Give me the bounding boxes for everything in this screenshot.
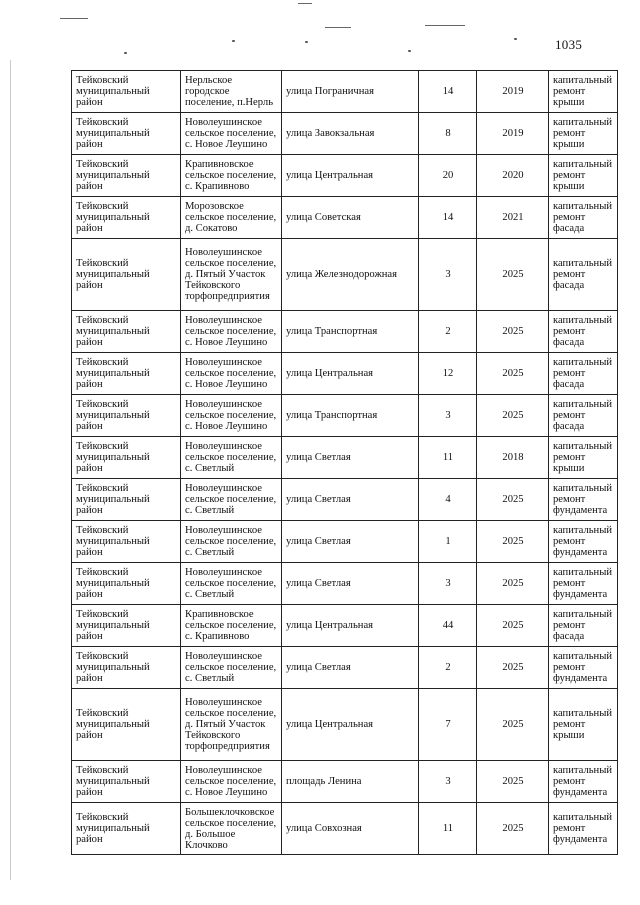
house-number-cell: 3 [419,563,477,605]
district-cell: Тейковский муниципальный район [72,647,181,689]
settlement-cell: Новолеушинское сельское поселение, с. Новое Леушино [181,113,282,155]
district-cell: Тейковский муниципальный район [72,197,181,239]
district-cell: Тейковский муниципальный район [72,239,181,311]
house-number-cell: 3 [419,395,477,437]
house-number-cell: 11 [419,437,477,479]
house-number-cell: 7 [419,689,477,761]
year-cell: 2025 [477,689,549,761]
settlement-cell: Новолеушинское сельское поселение, с. Светлый [181,563,282,605]
work-type-cell: капитальный ремонт фундамента [549,647,618,689]
street-cell: улица Центральная [282,155,419,197]
settlement-cell: Новолеушинское сельское поселение, с. Светлый [181,521,282,563]
scan-edge-shadow [10,60,11,880]
work-type-cell: капитальный ремонт фундамента [549,521,618,563]
settlement-cell: Крапивновское сельское поселение, с. Крапивново [181,155,282,197]
scan-artifact-dot [305,41,308,43]
house-number-cell: 2 [419,311,477,353]
settlement-cell: Морозовское сельское поселение, д. Сокатово [181,197,282,239]
settlement-cell: Новолеушинское сельское поселение, с. Новое Леушино [181,353,282,395]
settlement-cell: Большеклочковское сельское поселение, д. Большое Клочково [181,803,282,855]
year-cell: 2025 [477,353,549,395]
work-type-cell: капитальный ремонт фундамента [549,803,618,855]
scan-artifact-dot [514,38,517,40]
street-cell: улица Центральная [282,689,419,761]
table-row [72,521,618,563]
year-cell: 2025 [477,479,549,521]
work-type-cell: капитальный ремонт фасада [549,395,618,437]
street-cell: улица Светлая [282,647,419,689]
house-number-cell: 2 [419,647,477,689]
work-type-cell: капитальный ремонт фасада [549,353,618,395]
district-cell: Тейковский муниципальный район [72,479,181,521]
work-type-cell: капитальный ремонт крыши [549,155,618,197]
scan-artifact-dot [124,52,127,54]
settlement-cell: Новолеушинское сельское поселение, с. Новое Леушино [181,761,282,803]
settlement-cell: Новолеушинское сельское поселение, с. Светлый [181,647,282,689]
table-body [72,71,618,855]
work-type-cell: капитальный ремонт крыши [549,71,618,113]
year-cell: 2020 [477,155,549,197]
year-cell: 2025 [477,311,549,353]
street-cell: улица Центральная [282,605,419,647]
work-type-cell: капитальный ремонт фундамента [549,479,618,521]
scan-artifact-dot [408,50,411,52]
house-number-cell: 14 [419,71,477,113]
year-cell: 2019 [477,113,549,155]
settlement-cell: Новолеушинское сельское поселение, д. Пятый Участок Тейковского торфопредприятия [181,689,282,761]
district-cell: Тейковский муниципальный район [72,563,181,605]
table-row [72,197,618,239]
street-cell: улица Совхозная [282,803,419,855]
year-cell: 2025 [477,239,549,311]
district-cell: Тейковский муниципальный район [72,605,181,647]
year-cell: 2018 [477,437,549,479]
table-row [72,155,618,197]
year-cell: 2025 [477,647,549,689]
street-cell: улица Пограничная [282,71,419,113]
district-cell: Тейковский муниципальный район [72,395,181,437]
house-number-cell: 3 [419,239,477,311]
year-cell: 2021 [477,197,549,239]
street-cell: улица Светлая [282,437,419,479]
table-row [72,803,618,855]
settlement-cell: Новолеушинское сельское поселение, с. Новое Леушино [181,311,282,353]
table-row [72,437,618,479]
year-cell: 2019 [477,71,549,113]
table-row [72,563,618,605]
district-cell: Тейковский муниципальный район [72,803,181,855]
street-cell: улица Транспортная [282,395,419,437]
house-number-cell: 14 [419,197,477,239]
year-cell: 2025 [477,761,549,803]
work-type-cell: капитальный ремонт фасада [549,311,618,353]
table-row [72,479,618,521]
settlement-cell: Новолеушинское сельское поселение, с. Новое Леушино [181,395,282,437]
work-type-cell: капитальный ремонт фасада [549,239,618,311]
district-cell: Тейковский муниципальный район [72,311,181,353]
scan-artifact-line [425,25,465,26]
street-cell: улица Светлая [282,479,419,521]
work-type-cell: капитальный ремонт крыши [549,689,618,761]
house-number-cell: 8 [419,113,477,155]
year-cell: 2025 [477,803,549,855]
scan-artifact-line [60,18,88,19]
house-number-cell: 3 [419,761,477,803]
settlement-cell: Новолеушинское сельское поселение, с. Светлый [181,479,282,521]
objects-table [71,70,618,855]
street-cell: улица Железнодорожная [282,239,419,311]
settlement-cell: Новолеушинское сельское поселение, д. Пятый Участок Тейковского торфопредприятия [181,239,282,311]
table-row [72,353,618,395]
work-type-cell: капитальный ремонт фундамента [549,761,618,803]
street-cell: улица Светлая [282,563,419,605]
table-row [72,689,618,761]
street-cell: улица Завокзальная [282,113,419,155]
work-type-cell: капитальный ремонт фундамента [549,563,618,605]
settlement-cell: Крапивновское сельское поселение, с. Крапивново [181,605,282,647]
scan-artifact-line [325,27,351,28]
table-row [72,113,618,155]
work-type-cell: капитальный ремонт крыши [549,113,618,155]
scan-artifact-dot [232,40,235,42]
year-cell: 2025 [477,395,549,437]
scan-artifact-line [298,3,312,4]
year-cell: 2025 [477,605,549,647]
table-row [72,311,618,353]
year-cell: 2025 [477,563,549,605]
district-cell: Тейковский муниципальный район [72,761,181,803]
house-number-cell: 1 [419,521,477,563]
street-cell: улица Светлая [282,521,419,563]
district-cell: Тейковский муниципальный район [72,437,181,479]
house-number-cell: 44 [419,605,477,647]
district-cell: Тейковский муниципальный район [72,353,181,395]
settlement-cell: Нерльское городское поселение, п.Нерль [181,71,282,113]
table-row [72,71,618,113]
work-type-cell: капитальный ремонт фасада [549,605,618,647]
work-type-cell: капитальный ремонт крыши [549,437,618,479]
district-cell: Тейковский муниципальный район [72,113,181,155]
district-cell: Тейковский муниципальный район [72,155,181,197]
house-number-cell: 11 [419,803,477,855]
settlement-cell: Новолеушинское сельское поселение, с. Светлый [181,437,282,479]
street-cell: улица Советская [282,197,419,239]
table-row [72,605,618,647]
street-cell: улица Центральная [282,353,419,395]
table-row [72,395,618,437]
table-row [72,239,618,311]
page-number: 1035 [555,37,583,52]
house-number-cell: 12 [419,353,477,395]
street-cell: улица Транспортная [282,311,419,353]
table-row [72,647,618,689]
street-cell: площадь Ленина [282,761,419,803]
year-cell: 2025 [477,521,549,563]
district-cell: Тейковский муниципальный район [72,689,181,761]
district-cell: Тейковский муниципальный район [72,521,181,563]
house-number-cell: 4 [419,479,477,521]
table-row [72,761,618,803]
work-type-cell: капитальный ремонт фасада [549,197,618,239]
house-number-cell: 20 [419,155,477,197]
district-cell: Тейковский муниципальный район [72,71,181,113]
